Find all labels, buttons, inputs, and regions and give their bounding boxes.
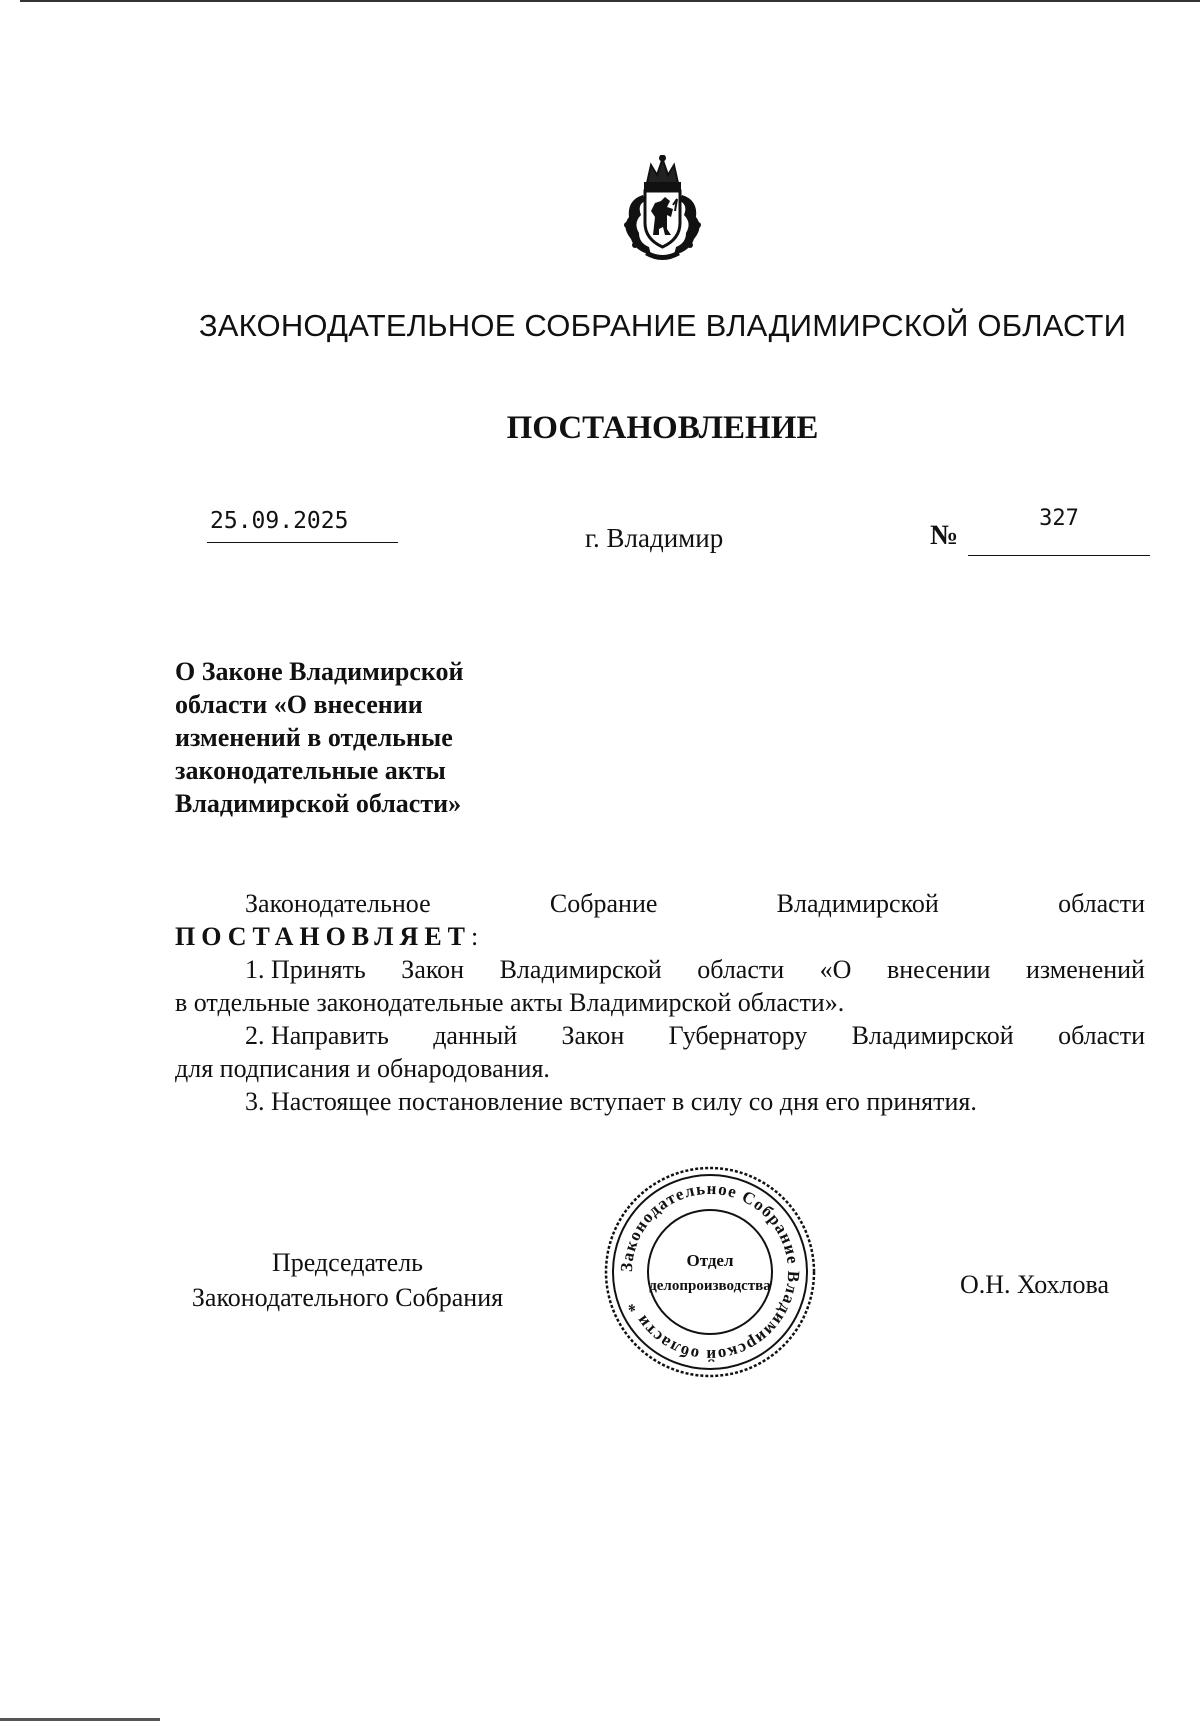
subject-line: законодательные акты: [175, 756, 446, 785]
stamp-center-line: Отдел: [686, 1251, 734, 1270]
item-1-first-line: [175, 953, 1145, 986]
preamble-word: Владимирской: [776, 889, 939, 918]
preamble-word: Законодательное: [245, 889, 431, 918]
decree-line: [175, 920, 1145, 953]
document-city: г. Владимир: [585, 523, 724, 553]
stamp-ring-text: Законодательное Собрание Владимирской области *: [616, 1178, 804, 1366]
item-1-continuation: в отдельные законодательные акты Владимирской области».: [175, 988, 845, 1017]
preamble: [175, 887, 1145, 920]
document-number: 327: [968, 506, 1150, 556]
number-label: №: [930, 520, 959, 551]
subject-line: Владимирской области»: [175, 789, 462, 818]
item-word: изменений: [1025, 955, 1145, 984]
item-word: Закон: [401, 955, 465, 984]
item-2-first-line: [175, 1019, 1145, 1052]
signer-name: О.Н. Хохлова: [960, 1270, 1109, 1299]
page-top-edge: [20, 0, 1200, 2]
preamble-word: области: [1058, 889, 1145, 918]
document-type-title: ПОСТАНОВЛЕНИЕ: [506, 410, 819, 446]
item-word: внесении: [886, 955, 991, 984]
page-bottom-edge: [0, 1718, 160, 1721]
item-word: области: [1058, 1021, 1145, 1050]
item-word: «О: [819, 955, 852, 984]
official-stamp: [600, 1162, 820, 1382]
item-word: 1. Принять: [245, 955, 366, 984]
item-word: области: [697, 955, 785, 984]
item-3: 3. Настоящее постановление вступает в силу со дня его принятия.: [245, 1087, 977, 1116]
document-subject: [175, 655, 515, 820]
signer-title: [175, 1245, 520, 1315]
preamble-word: Собрание: [549, 889, 658, 918]
item-word: Губернатору: [668, 1021, 808, 1050]
item-word: Владимирской: [851, 1021, 1014, 1050]
document-date: 25.09.2025: [207, 508, 398, 543]
organization-name: ЗАКОНОДАТЕЛЬНОЕ СОБРАНИЕ ВЛАДИМИРСКОЙ ОБЛАСТИ: [198, 308, 1127, 343]
decree-colon: :: [471, 922, 479, 951]
subject-line: области «О внесении: [175, 690, 423, 719]
item-word: 2. Направить: [245, 1021, 389, 1050]
item-2-continuation: для подписания и обнародования.: [175, 1054, 550, 1083]
signer-title-line: Законодательного Собрания: [191, 1283, 504, 1312]
item-word: Владимирской: [499, 955, 662, 984]
subject-line: изменений в отдельные: [175, 723, 453, 752]
stamp-center-line: делопроизводства: [649, 1278, 771, 1294]
decree-word: ПОСТАНОВЛЯЕТ: [175, 922, 471, 951]
coat-of-arms-icon: [615, 155, 710, 265]
document-body: [175, 887, 1145, 1118]
signer-title-line: Председатель: [271, 1248, 424, 1277]
item-word: Закон: [561, 1021, 625, 1050]
item-word: данный: [433, 1021, 518, 1050]
subject-line: О Законе Владимирской: [175, 657, 464, 686]
